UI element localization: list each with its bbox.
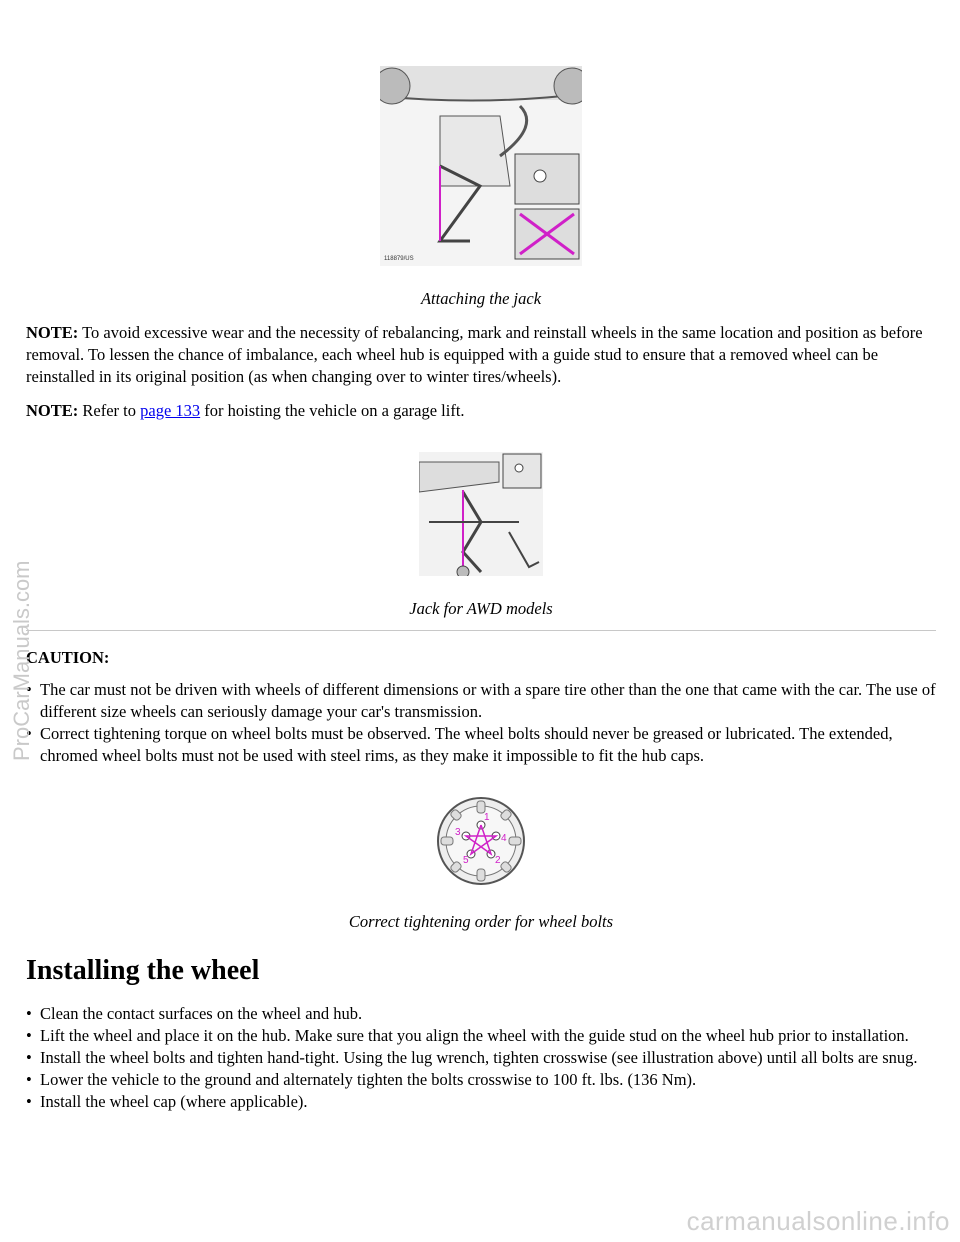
- note-text: To avoid excessive wear and the necessity of rebalancing, mark and reinstall wheels in the same location and position as before removal. To lessen the chance of imbalance, each wheel hub is equipped with a guide stud to ensure that a removed wheel can be reinstalled in its original position (as when changing over to winter tires/wheels).: [26, 323, 923, 386]
- page-content: [26, 0, 936, 1113]
- note-label: NOTE:: [26, 401, 79, 420]
- bolt-number: 3: [455, 827, 461, 838]
- figure-attaching-jack: [26, 66, 936, 266]
- figure-awd-jack: [26, 452, 936, 576]
- list-item: • Lower the vehicle to the ground and alternately tighten the bolts crosswise to 100 ft. lbs. (136 Nm).: [26, 1069, 936, 1091]
- list-item: • Install the wheel bolts and tighten hand-tight. Using the lug wrench, tighten crosswise (see illustration above) until all bolts are snug.: [26, 1047, 936, 1069]
- side-watermark: [2, 560, 42, 760]
- caution-label: CAUTION:: [26, 648, 110, 667]
- note-label: NOTE:: [26, 323, 79, 342]
- bolt-number: 4: [501, 833, 507, 844]
- section-heading: Installing the wheel: [26, 955, 260, 986]
- figure-bolt-order: [26, 795, 936, 887]
- figure-code: 118879/US: [384, 256, 414, 262]
- wheel-bolts-illustration: [435, 795, 527, 887]
- caption-awd-jack: Jack for AWD models: [409, 599, 553, 618]
- bottom-watermark: carmanualsonline.info: [686, 1206, 950, 1236]
- list-item: • The car must not be driven with wheels of different dimensions or with a spare tire other than the one that came with the car. The use of different size wheels can seriously damage your car's transmission.: [26, 679, 936, 723]
- list-item: • Correct tightening torque on wheel bolts must be observed. The wheel bolts should never be greased or lubricated. The extended, chromed wheel bolts must not be used with steel rims, as they make it impossible to fit the hub caps.: [26, 723, 936, 767]
- awd-jack-illustration: [419, 452, 543, 576]
- install-steps: [26, 1003, 936, 1113]
- jack-illustration: [380, 66, 582, 266]
- bolt-number: 5: [463, 855, 469, 866]
- caution-list: [26, 679, 936, 767]
- note-rebalancing: [26, 322, 936, 388]
- note-garage-lift: [26, 400, 936, 422]
- caption-attaching-jack: Attaching the jack: [420, 289, 542, 308]
- note-text-after: for hoisting the vehicle on a garage lift.: [204, 401, 465, 420]
- caption-bolt-order: Correct tightening order for wheel bolts: [348, 912, 614, 931]
- page-link[interactable]: page 133: [140, 401, 201, 420]
- side-watermark-text: ProCarManuals.com: [9, 560, 34, 761]
- list-item: • Clean the contact surfaces on the wheel and hub.: [26, 1003, 936, 1025]
- bolt-number: 1: [484, 812, 490, 823]
- list-item: • Install the wheel cap (where applicable).: [26, 1091, 936, 1113]
- note-text-before: Refer to: [82, 401, 136, 420]
- bolt-number: 2: [495, 855, 501, 866]
- caution-heading: [26, 647, 936, 669]
- divider: [26, 630, 936, 631]
- list-item: • Lift the wheel and place it on the hub. Make sure that you align the wheel with the guide stud on the wheel hub prior to installation.: [26, 1025, 936, 1047]
